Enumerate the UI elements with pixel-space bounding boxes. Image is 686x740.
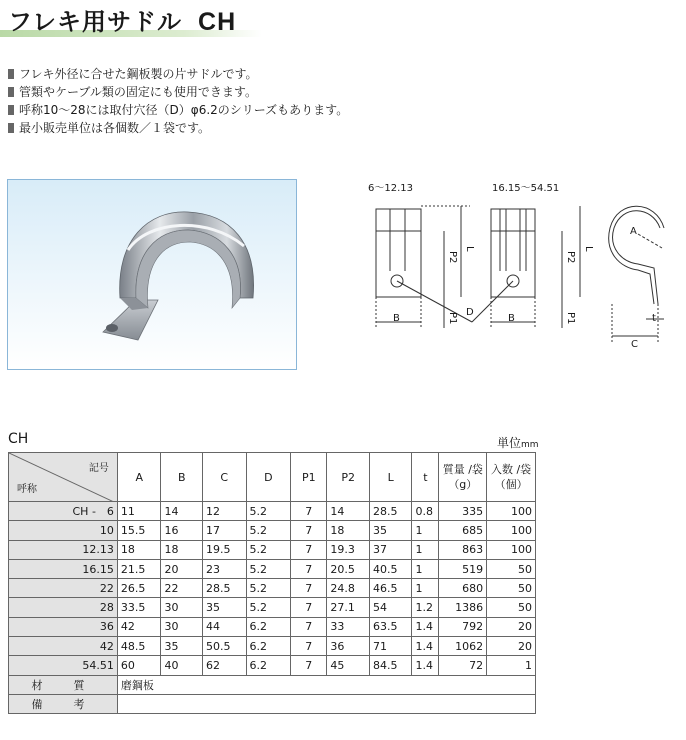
table-cell: 5.2 <box>246 559 291 578</box>
table-cell: 7 <box>291 656 327 675</box>
table-cell: 519 <box>439 559 487 578</box>
table-cell: 18 <box>161 540 202 559</box>
material-row <box>9 675 536 694</box>
corner-top: 記号 <box>88 463 109 474</box>
corner-header <box>9 453 118 502</box>
row-name: 54.51 <box>9 656 118 675</box>
table-row <box>9 559 536 578</box>
table-cell: 1062 <box>439 637 487 656</box>
col-header: A <box>117 453 161 502</box>
dim-a: A <box>630 226 637 237</box>
table-cell: 42 <box>117 617 161 636</box>
saddle-illustration <box>8 180 298 371</box>
table-cell: 63.5 <box>369 617 412 636</box>
row-name: 22 <box>9 579 118 598</box>
table-cell: 7 <box>291 521 327 540</box>
dim-b-right: B <box>508 313 515 324</box>
table-cell: 40 <box>161 656 202 675</box>
row-name: 42 <box>9 637 118 656</box>
table-cell: 50.5 <box>202 637 246 656</box>
unit-label <box>497 434 539 451</box>
table-cell: 100 <box>487 521 536 540</box>
table-cell: 1.2 <box>412 598 439 617</box>
row-name: 36 <box>9 617 118 636</box>
table-cell: 37 <box>369 540 412 559</box>
corner-bottom: 呼称 <box>17 484 37 495</box>
table-cell: 14 <box>161 502 202 521</box>
table-cell: 50 <box>487 598 536 617</box>
table-cell: 71 <box>369 637 412 656</box>
dimension-drawing <box>340 176 680 356</box>
table-cell: 20 <box>487 617 536 636</box>
table-title: CH <box>8 431 29 447</box>
dim-p1-left: P1 <box>447 312 458 325</box>
range-label-right: 16.15〜54.51 <box>492 183 560 194</box>
table-cell: 1386 <box>439 598 487 617</box>
table-cell: 7 <box>291 502 327 521</box>
table-cell: 50 <box>487 559 536 578</box>
title-block <box>0 0 262 36</box>
table-cell: 22 <box>161 579 202 598</box>
table-cell: 45 <box>327 656 370 675</box>
table-cell: 18 <box>117 540 161 559</box>
table-cell: 16 <box>161 521 202 540</box>
table-cell: 5.2 <box>246 540 291 559</box>
col-header: P1 <box>291 453 327 502</box>
table-cell: 48.5 <box>117 637 161 656</box>
table-row <box>9 598 536 617</box>
table-cell: 44 <box>202 617 246 636</box>
row-name: 12.13 <box>9 540 118 559</box>
table-cell: 7 <box>291 559 327 578</box>
table-cell: 11 <box>117 502 161 521</box>
table-body <box>9 502 536 676</box>
table-row <box>9 579 536 598</box>
table-cell: 6.2 <box>246 656 291 675</box>
feature-item: 呼称10〜28には取付穴径（D）φ6.2のシリーズもあります。 <box>8 101 348 119</box>
table-cell: 21.5 <box>117 559 161 578</box>
table-cell: 7 <box>291 598 327 617</box>
row-name: 16.15 <box>9 559 118 578</box>
table-cell: 28.5 <box>369 502 412 521</box>
table-cell: 1 <box>412 540 439 559</box>
col-header: P2 <box>327 453 370 502</box>
dim-p2-right: P2 <box>565 251 576 264</box>
title-text: フレキ用サドル <box>8 8 183 36</box>
table-cell: 19.3 <box>327 540 370 559</box>
table-row <box>9 540 536 559</box>
table-cell: 863 <box>439 540 487 559</box>
row-name: 10 <box>9 521 118 540</box>
range-label-left: 6〜12.13 <box>368 183 413 194</box>
col-header: 質量 /袋 （g） <box>439 453 487 502</box>
table-cell: 12 <box>202 502 246 521</box>
dim-p1-right: P1 <box>565 312 576 325</box>
table-cell: 685 <box>439 521 487 540</box>
table-cell: 5.2 <box>246 521 291 540</box>
table-cell: 62 <box>202 656 246 675</box>
table-cell: 7 <box>291 579 327 598</box>
table-cell: 792 <box>439 617 487 636</box>
table-row <box>9 656 536 675</box>
table-cell: 1.4 <box>412 617 439 636</box>
table-cell: 23 <box>202 559 246 578</box>
dim-t: t <box>652 313 656 324</box>
product-code: CH <box>198 8 237 36</box>
dim-p2-left: P2 <box>447 251 458 264</box>
material-label: 材 質 <box>9 675 118 694</box>
table-cell: 335 <box>439 502 487 521</box>
dim-l-left: L <box>464 246 475 252</box>
feature-list <box>8 65 348 137</box>
table-cell: 5.2 <box>246 502 291 521</box>
table-cell: 72 <box>439 656 487 675</box>
table-cell: 6.2 <box>246 617 291 636</box>
table-cell: 35 <box>202 598 246 617</box>
unit-text: 単位 <box>497 436 522 450</box>
table-cell: 54 <box>369 598 412 617</box>
table-cell: 7 <box>291 617 327 636</box>
table-cell: 7 <box>291 637 327 656</box>
table-cell: 1 <box>412 521 439 540</box>
table-cell: 17 <box>202 521 246 540</box>
table-cell: 1 <box>487 656 536 675</box>
table-cell: 100 <box>487 502 536 521</box>
table-cell: 24.8 <box>327 579 370 598</box>
table-cell: 33 <box>327 617 370 636</box>
table-cell: 6.2 <box>246 637 291 656</box>
col-header: L <box>369 453 412 502</box>
table-cell: 1.4 <box>412 656 439 675</box>
dim-d: D <box>466 307 474 318</box>
table-cell: 5.2 <box>246 598 291 617</box>
table-cell: 20.5 <box>327 559 370 578</box>
table-row <box>9 502 536 521</box>
table-cell: 14 <box>327 502 370 521</box>
table-cell: 30 <box>161 617 202 636</box>
table-cell: 26.5 <box>117 579 161 598</box>
technical-drawing <box>340 176 680 356</box>
table-row <box>9 617 536 636</box>
table-cell: 15.5 <box>117 521 161 540</box>
table-cell: 33.5 <box>117 598 161 617</box>
table-cell: 18 <box>327 521 370 540</box>
dim-b-left: B <box>393 313 400 324</box>
table-cell: 1 <box>412 579 439 598</box>
dim-c: C <box>631 339 638 350</box>
table-cell: 100 <box>487 540 536 559</box>
col-header: t <box>412 453 439 502</box>
feature-item: 最小販売単位は各個数／１袋です。 <box>8 119 348 137</box>
table-cell: 20 <box>161 559 202 578</box>
table-row <box>9 637 536 656</box>
table-cell: 680 <box>439 579 487 598</box>
table-cell: 1 <box>412 559 439 578</box>
spec-table <box>8 452 536 714</box>
table-cell: 35 <box>369 521 412 540</box>
table-cell: 27.1 <box>327 598 370 617</box>
dim-l-right: L <box>583 246 594 252</box>
table-row <box>9 521 536 540</box>
table-cell: 84.5 <box>369 656 412 675</box>
table-cell: 0.8 <box>412 502 439 521</box>
row-name: 28 <box>9 598 118 617</box>
note-label: 備 考 <box>9 694 118 713</box>
table-cell: 35 <box>161 637 202 656</box>
table-cell: 1.4 <box>412 637 439 656</box>
row-name: CH - 6 <box>9 502 118 521</box>
note-value <box>117 694 535 713</box>
table-cell: 60 <box>117 656 161 675</box>
material-value: 磨鋼板 <box>117 675 535 694</box>
table-cell: 40.5 <box>369 559 412 578</box>
col-header: 入数 /袋 （個） <box>487 453 536 502</box>
feature-item: 管類やケーブル類の固定にも使用できます。 <box>8 83 348 101</box>
table-cell: 30 <box>161 598 202 617</box>
col-header: D <box>246 453 291 502</box>
table-cell: 46.5 <box>369 579 412 598</box>
table-cell: 19.5 <box>202 540 246 559</box>
col-header: B <box>161 453 202 502</box>
table-cell: 36 <box>327 637 370 656</box>
unit-value: mm <box>521 440 539 450</box>
table-cell: 7 <box>291 540 327 559</box>
product-photo <box>7 179 297 370</box>
table-cell: 50 <box>487 579 536 598</box>
col-header: C <box>202 453 246 502</box>
table-header-row <box>9 453 536 502</box>
page-title <box>8 2 236 37</box>
table-cell: 20 <box>487 637 536 656</box>
feature-item: フレキ外径に合せた鋼板製の片サドルです。 <box>8 65 348 83</box>
table-cell: 28.5 <box>202 579 246 598</box>
note-row <box>9 694 536 713</box>
table-cell: 5.2 <box>246 579 291 598</box>
